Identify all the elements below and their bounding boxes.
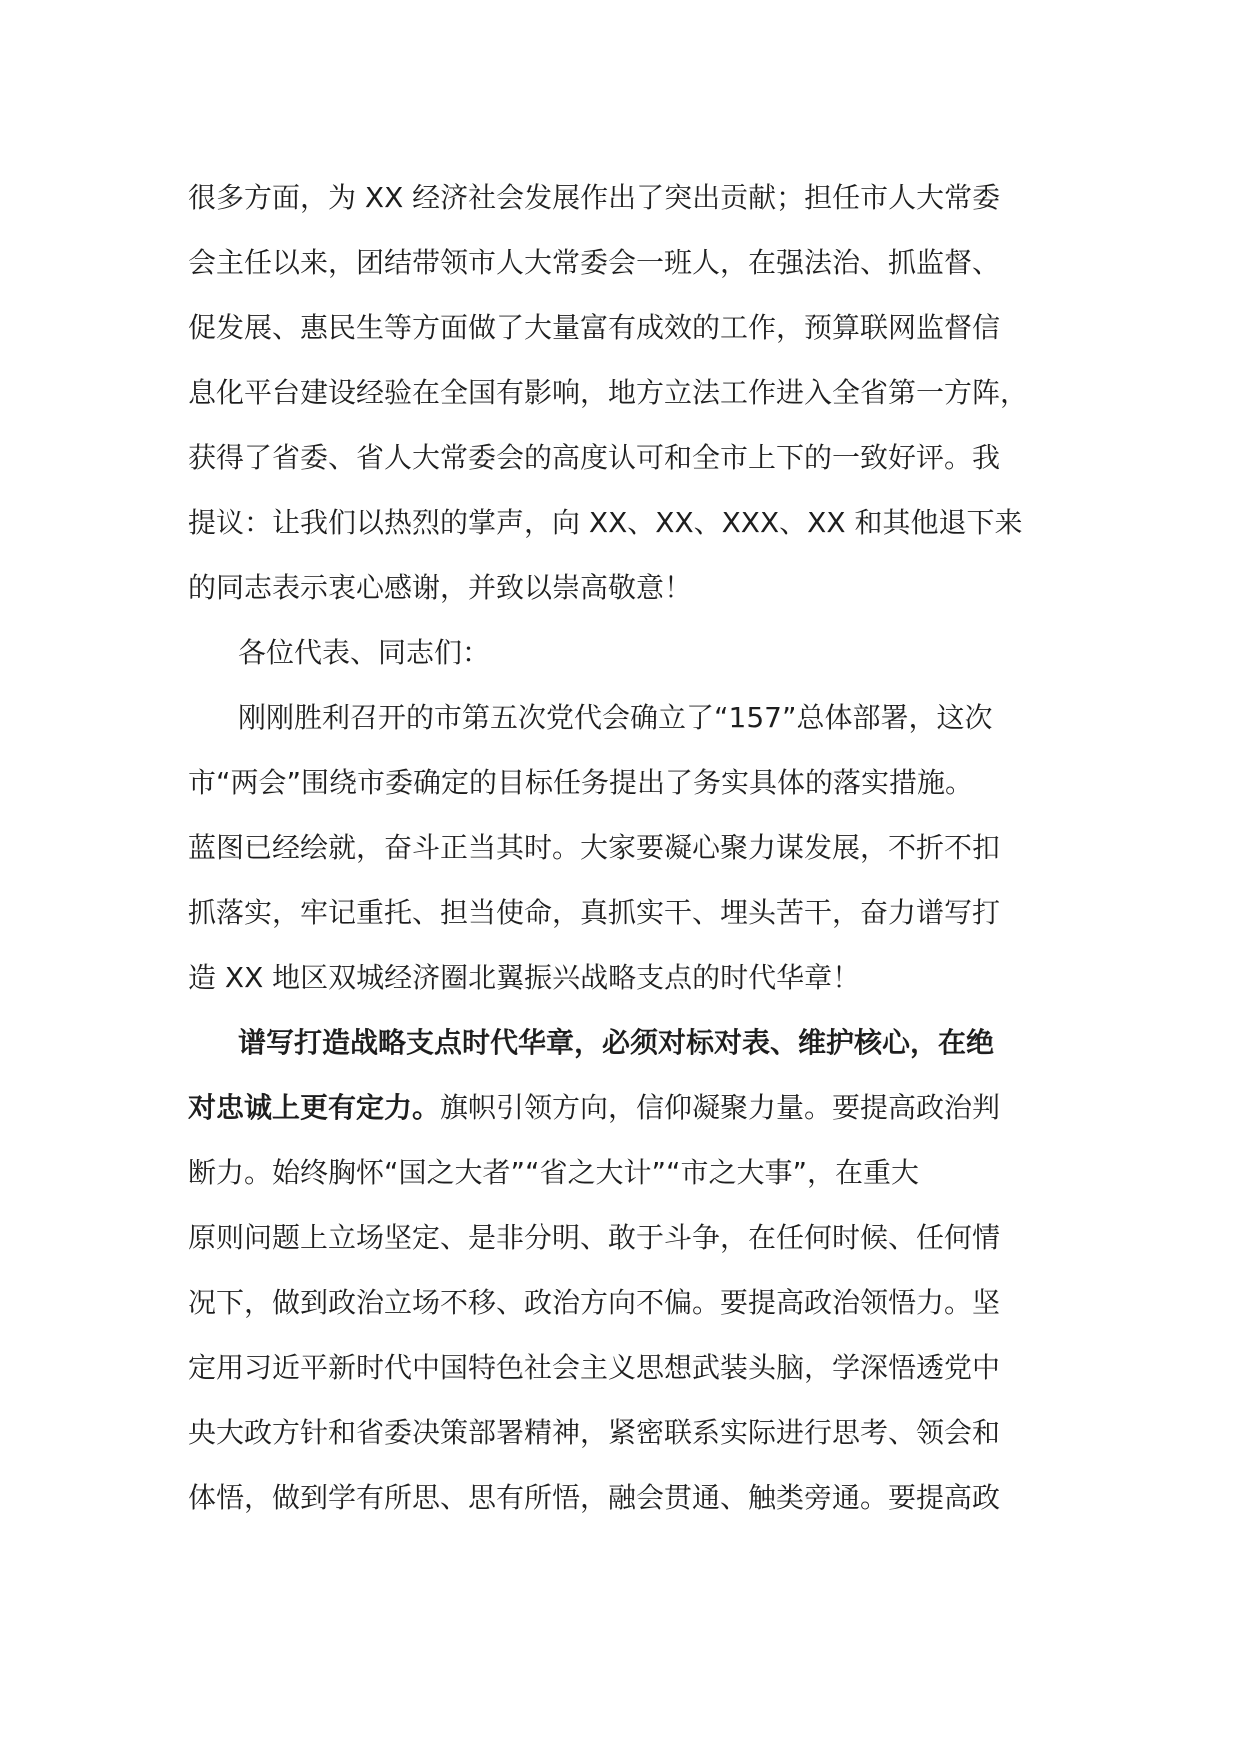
text-line: 刚刚胜利召开的市第五次党代会确立了“157”总体部署，这次: [238, 701, 993, 734]
text-span: 旗帜引领方向，信仰凝聚力量。要提高政治判: [440, 1091, 1001, 1124]
section-heading-end: 对忠诚上更有定力。: [188, 1091, 441, 1124]
text-line: 会主任以来，团结带领市人大常委会一班人，在强法治、抓监督、: [188, 246, 1001, 279]
text-line: 央大政方针和省委决策部署精神，紧密联系实际进行思考、领会和: [188, 1416, 1001, 1449]
section-heading-line: 谱写打造战略支点时代华章，必须对标对表、维护核心，在绝: [238, 1026, 995, 1059]
text-line: 的同志表示衷心感谢，并致以崇高敬意！: [188, 571, 693, 604]
text-line: 市“两会”围绕市委确定的目标任务提出了务实具体的落实措施。: [188, 766, 974, 799]
text-line: 断力。始终胸怀“国之大者”“省之大计”“市之大事”，在重大: [188, 1156, 920, 1189]
text-line: 获得了省委、省人大常委会的高度认可和全市上下的一致好评。我: [188, 441, 1001, 474]
text-line: 提议：让我们以热烈的掌声，向 XX、XX、XXX、XX 和其他退下来: [188, 506, 1023, 539]
mixed-heading-line: [188, 1075, 1064, 1140]
salutation-line: 各位代表、同志们：: [238, 636, 491, 669]
text-line: 况下，做到政治立场不移、政治方向不偏。要提高政治领悟力。坚: [188, 1286, 1001, 1319]
text-line: 很多方面，为 XX 经济社会发展作出了突出贡献；担任市人大常委: [188, 181, 1001, 214]
text-line: 抓落实，牢记重托、担当使命，真抓实干、埋头苦干，奋力谱写打: [188, 896, 1001, 929]
text-line: 体悟，做到学有所思、思有所悟，融会贯通、触类旁通。要提高政: [188, 1481, 1001, 1514]
text-line: 定用习近平新时代中国特色社会主义思想武装头脑，学深悟透党中: [188, 1351, 1001, 1384]
text-line: 蓝图已经绘就，奋斗正当其时。大家要凝心聚力谋发展，不折不扣: [188, 831, 1001, 864]
text-line: 促发展、惠民生等方面做了大量富有成效的工作，预算联网监督信: [188, 311, 1001, 344]
document-body: [188, 165, 1064, 1530]
text-line: 息化平台建设经验在全国有影响，地方立法工作进入全省第一方阵，: [188, 376, 1029, 409]
text-line: 造 XX 地区双城经济圈北翼振兴战略支点的时代华章！: [188, 961, 861, 994]
text-line: 原则问题上立场坚定、是非分明、敢于斗争，在任何时候、任何情: [188, 1221, 1001, 1254]
